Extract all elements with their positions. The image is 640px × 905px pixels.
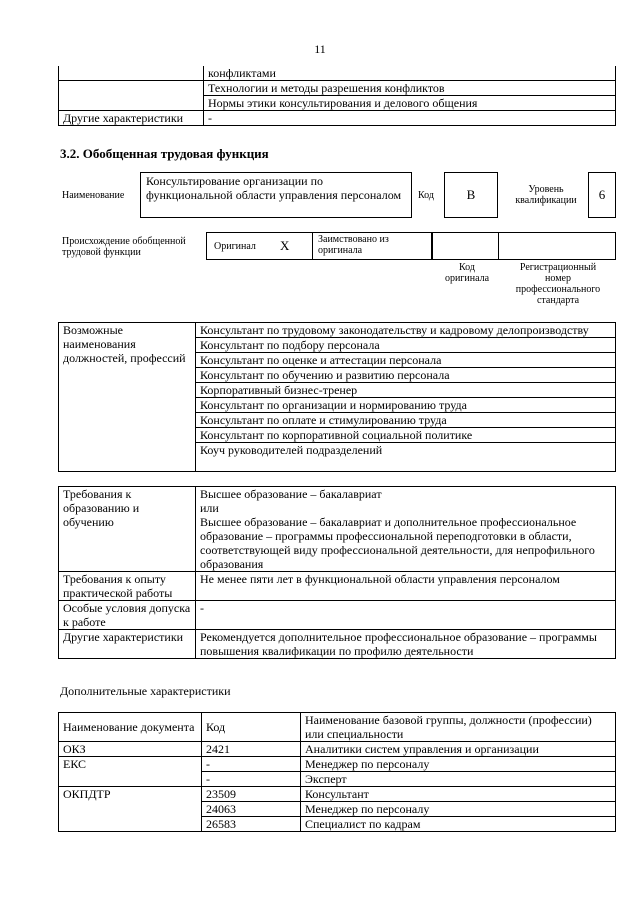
list-item: Корпоративный бизнес-тренер (196, 383, 615, 398)
doc-cell: ЕКС (59, 757, 202, 772)
table-row (59, 601, 616, 630)
table-row (59, 742, 616, 757)
code-value: B (444, 172, 498, 218)
table-row (59, 323, 616, 472)
label-cell: Другие характеристики (59, 111, 204, 126)
code-cell: 2421 (202, 742, 301, 757)
code-cell: 26583 (202, 817, 301, 832)
list-item: Консультант по оценке и аттестации персонала (196, 353, 615, 368)
list-item: Консультант по организации и нормированию труда (196, 398, 615, 413)
req-label: Другие характеристики (59, 630, 196, 659)
label-cell (59, 81, 204, 96)
requirements-table (58, 486, 616, 659)
page-number: 11 (314, 42, 326, 56)
value-cell: Технологии и методы разрешения конфликтов (204, 81, 616, 96)
req-value: Не менее пяти лет в функциональной области управления персоналом (196, 572, 616, 601)
reg-number-label: Регистрационный номер профессионального стандарта (515, 262, 601, 306)
name-cell: Аналитики систем управления и организации (301, 742, 616, 757)
name-cell: Консультант (301, 787, 616, 802)
list-item: Консультант по корпоративной социальной политике (196, 428, 615, 443)
code-cell: - (202, 772, 301, 787)
table-row (59, 572, 616, 601)
table-row (59, 772, 616, 787)
table-row (59, 81, 616, 96)
list-item: Консультант по трудовому законодательству и кадровому делопроизводству (196, 323, 615, 338)
table-row (59, 96, 616, 111)
additional-table (58, 712, 616, 832)
list-item: Консультант по подбору персонала (196, 338, 615, 353)
value-cell: конфликтами (204, 66, 616, 81)
section-title: 3.2. Обобщенная трудовая функция (60, 146, 269, 161)
code-original-label: Код оригинала (444, 262, 490, 284)
code-label: Код (418, 190, 434, 201)
code-cell: 24063 (202, 802, 301, 817)
table-row (59, 802, 616, 817)
original-mark: X (280, 238, 290, 253)
list-item: Консультант по обучению и развитию персонала (196, 368, 615, 383)
code-cell: - (202, 757, 301, 772)
label-cell (59, 96, 204, 111)
level-label: Уровень квалификации (515, 184, 577, 206)
divider (312, 232, 313, 260)
req-label: Требования к образованию и обучению (59, 487, 196, 572)
req-label: Особые условия допуска к работе (59, 601, 196, 630)
table-row (59, 787, 616, 802)
doc-cell: ОКПДТР (59, 787, 202, 802)
table-row (59, 487, 616, 572)
level-value: 6 (588, 172, 616, 218)
table-row (59, 111, 616, 126)
positions-table (58, 322, 616, 472)
label-cell (59, 66, 204, 81)
value-cell: - (204, 111, 616, 126)
origin-label: Происхождение обобщенной трудовой функции (62, 236, 186, 258)
req-value: - (196, 601, 616, 630)
name-cell: Эксперт (301, 772, 616, 787)
name-label: Наименование (62, 190, 125, 201)
original-label: Оригинал (214, 241, 256, 252)
table-header-row (59, 713, 616, 742)
name-cell: Менеджер по персоналу (301, 802, 616, 817)
origin-code-box (432, 232, 616, 260)
code-cell: 23509 (202, 787, 301, 802)
table-row (59, 66, 616, 81)
doc-cell (59, 802, 202, 817)
list-item: Консультант по оплате и стимулированию труда (196, 413, 615, 428)
name-value: Консультирование организации по функциональной области управления персоналом (140, 172, 412, 218)
knowledge-table (58, 66, 616, 126)
doc-cell: ОКЗ (59, 742, 202, 757)
borrowed-label: Заимствовано из оригинала (318, 234, 389, 256)
list-item: Коуч руководителей подразделений (200, 443, 383, 457)
header-code: Код (202, 713, 301, 742)
table-row (59, 817, 616, 832)
doc-cell (59, 772, 202, 787)
table-row (59, 630, 616, 659)
header-doc: Наименование документа (59, 713, 202, 742)
name-cell: Специалист по кадрам (301, 817, 616, 832)
additional-title: Дополнительные характеристики (60, 684, 231, 698)
header-name: Наименование базовой группы, должности (профессии) или специальности (301, 713, 616, 742)
positions-label: Возможные наименования должностей, профессий (59, 323, 196, 472)
value-cell: Нормы этики консультирования и делового общения (204, 96, 616, 111)
name-cell: Менеджер по персоналу (301, 757, 616, 772)
doc-cell (59, 817, 202, 832)
req-value: Высшее образование – бакалавриат или Высшее образование – бакалавриат и дополнительное профессиональное образование – программы профессиональной переподготовки в области, соответствующей виду профессиональной деятельности, для непрофильного образования (196, 487, 616, 572)
req-value: Рекомендуется дополнительное профессиональное образование – программы повышения квалификации по профилю деятельности (196, 630, 616, 659)
req-label: Требования к опыту практической работы (59, 572, 196, 601)
divider (498, 232, 499, 260)
table-row (59, 757, 616, 772)
